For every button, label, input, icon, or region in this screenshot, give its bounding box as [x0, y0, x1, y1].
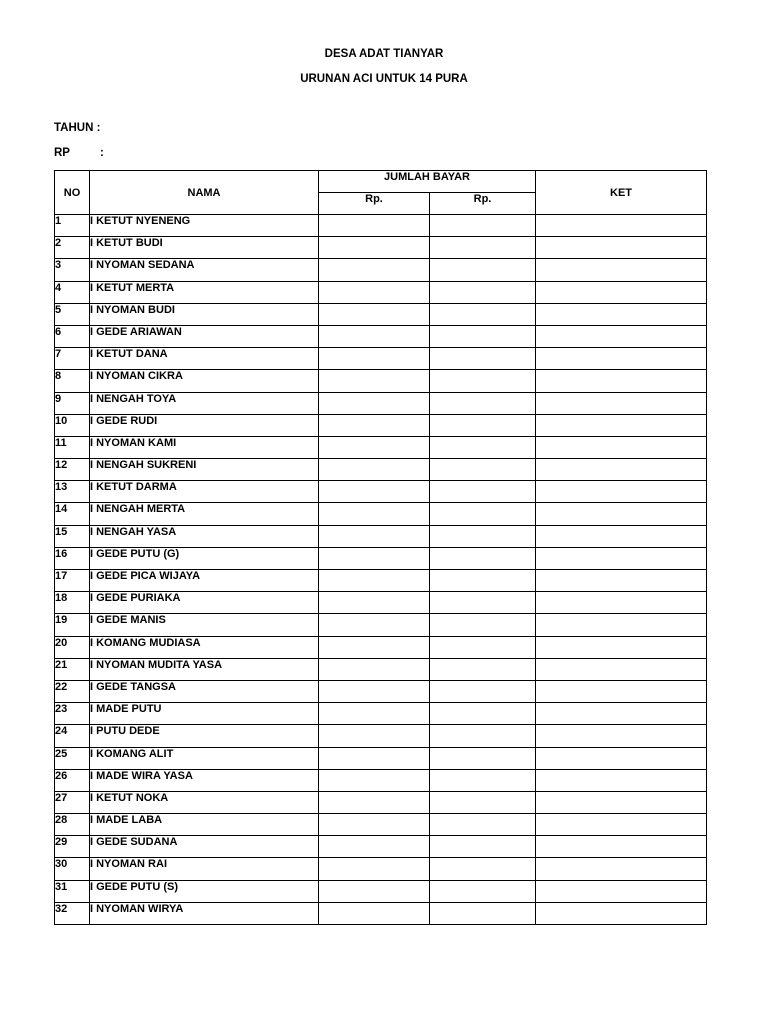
row-no: 24	[55, 725, 90, 747]
row-nama: I GEDE RUDI	[90, 414, 319, 436]
table-row	[55, 547, 707, 569]
row-rp-2-cell	[430, 769, 536, 791]
row-no: 7	[55, 348, 90, 370]
row-no: 31	[55, 880, 90, 902]
row-rp-2-cell	[430, 703, 536, 725]
row-no: 23	[55, 703, 90, 725]
row-rp-1-cell	[319, 370, 430, 392]
row-ket-cell	[536, 348, 707, 370]
table-row	[55, 680, 707, 702]
row-nama: I PUTU DEDE	[90, 725, 319, 747]
row-rp-1-cell	[319, 680, 430, 702]
table-row	[55, 658, 707, 680]
row-no: 11	[55, 436, 90, 458]
document-title: DESA ADAT TIANYAR	[324, 48, 444, 60]
table-row	[55, 614, 707, 636]
row-no: 18	[55, 592, 90, 614]
table-row	[55, 592, 707, 614]
row-nama: I NENGAH SUKRENI	[90, 459, 319, 481]
row-no: 14	[55, 503, 90, 525]
row-rp-2-cell	[430, 791, 536, 813]
row-nama: I GEDE PICA WIJAYA	[90, 570, 319, 592]
row-nama: I KETUT NOKA	[90, 791, 319, 813]
row-nama: I GEDE PUTU (G)	[90, 547, 319, 569]
row-nama: I KETUT DANA	[90, 348, 319, 370]
row-rp-1-cell	[319, 303, 430, 325]
row-rp-2-cell	[430, 503, 536, 525]
row-rp-1-cell	[319, 614, 430, 636]
row-nama: I GEDE PURIAKA	[90, 592, 319, 614]
row-nama: I KETUT DARMA	[90, 481, 319, 503]
row-nama: I NYOMAN CIKRA	[90, 370, 319, 392]
row-nama: I GEDE SUDANA	[90, 836, 319, 858]
row-ket-cell	[536, 570, 707, 592]
row-rp-2-cell	[430, 215, 536, 237]
row-nama: I GEDE ARIAWAN	[90, 325, 319, 347]
row-no: 25	[55, 747, 90, 769]
row-nama: I NYOMAN KAMI	[90, 436, 319, 458]
row-rp-1-cell	[319, 836, 430, 858]
row-nama: I KOMANG ALIT	[90, 747, 319, 769]
row-ket-cell	[536, 259, 707, 281]
row-rp-2-cell	[430, 259, 536, 281]
row-ket-cell	[536, 459, 707, 481]
row-nama: I NYOMAN SEDANA	[90, 259, 319, 281]
row-no: 22	[55, 680, 90, 702]
row-rp-2-cell	[430, 547, 536, 569]
row-ket-cell	[536, 281, 707, 303]
row-rp-1-cell	[319, 725, 430, 747]
row-ket-cell	[536, 880, 707, 902]
row-rp-1-cell	[319, 348, 430, 370]
row-rp-1-cell	[319, 902, 430, 924]
row-no: 1	[55, 215, 90, 237]
row-rp-2-cell	[430, 814, 536, 836]
row-rp-1-cell	[319, 259, 430, 281]
row-rp-2-cell	[430, 325, 536, 347]
row-rp-2-cell	[430, 836, 536, 858]
header-ket: KET	[536, 171, 707, 215]
row-rp-1-cell	[319, 525, 430, 547]
row-rp-1-cell	[319, 436, 430, 458]
table-row	[55, 747, 707, 769]
table-row	[55, 836, 707, 858]
row-ket-cell	[536, 814, 707, 836]
table-row	[55, 481, 707, 503]
row-ket-cell	[536, 636, 707, 658]
row-rp-1-cell	[319, 414, 430, 436]
row-nama: I NYOMAN MUDITA YASA	[90, 658, 319, 680]
row-no: 2	[55, 237, 90, 259]
row-rp-2-cell	[430, 570, 536, 592]
row-ket-cell	[536, 303, 707, 325]
header-nama: NAMA	[90, 171, 319, 215]
row-rp-2-cell	[430, 237, 536, 259]
row-rp-2-cell	[430, 525, 536, 547]
row-rp-2-cell	[430, 414, 536, 436]
table-row	[55, 281, 707, 303]
row-rp-1-cell	[319, 747, 430, 769]
table-row	[55, 303, 707, 325]
row-nama: I NENGAH YASA	[90, 525, 319, 547]
row-rp-2-cell	[430, 370, 536, 392]
row-ket-cell	[536, 592, 707, 614]
header-rp-2: Rp.	[430, 193, 536, 215]
row-nama: I KETUT NYENENG	[90, 215, 319, 237]
row-ket-cell	[536, 836, 707, 858]
row-ket-cell	[536, 325, 707, 347]
row-nama: I KETUT MERTA	[90, 281, 319, 303]
table-row	[55, 769, 707, 791]
table-row	[55, 703, 707, 725]
table-row	[55, 259, 707, 281]
row-rp-1-cell	[319, 769, 430, 791]
row-rp-1-cell	[319, 658, 430, 680]
table-row	[55, 636, 707, 658]
row-ket-cell	[536, 658, 707, 680]
row-rp-1-cell	[319, 547, 430, 569]
row-nama: I MADE WIRA YASA	[90, 769, 319, 791]
table-row	[55, 414, 707, 436]
table-row	[55, 215, 707, 237]
row-nama: I GEDE MANIS	[90, 614, 319, 636]
row-rp-2-cell	[430, 281, 536, 303]
row-no: 9	[55, 392, 90, 414]
row-nama: I MADE PUTU	[90, 703, 319, 725]
header-rp-1: Rp.	[319, 193, 430, 215]
row-no: 15	[55, 525, 90, 547]
row-ket-cell	[536, 769, 707, 791]
row-nama: I NENGAH MERTA	[90, 503, 319, 525]
row-rp-1-cell	[319, 481, 430, 503]
row-nama: I KETUT BUDI	[90, 237, 319, 259]
table-row	[55, 370, 707, 392]
row-rp-1-cell	[319, 459, 430, 481]
row-nama: I GEDE TANGSA	[90, 680, 319, 702]
row-ket-cell	[536, 902, 707, 924]
table-row	[55, 459, 707, 481]
header-no: NO	[55, 171, 90, 215]
table-row	[55, 436, 707, 458]
row-no: 27	[55, 791, 90, 813]
row-ket-cell	[536, 680, 707, 702]
row-ket-cell	[536, 503, 707, 525]
row-rp-2-cell	[430, 680, 536, 702]
row-rp-2-cell	[430, 481, 536, 503]
row-rp-2-cell	[430, 858, 536, 880]
row-ket-cell	[536, 436, 707, 458]
table-row	[55, 237, 707, 259]
table-row	[55, 902, 707, 924]
table-row	[55, 858, 707, 880]
row-ket-cell	[536, 725, 707, 747]
row-no: 21	[55, 658, 90, 680]
row-rp-2-cell	[430, 614, 536, 636]
row-rp-1-cell	[319, 592, 430, 614]
row-ket-cell	[536, 525, 707, 547]
row-rp-1-cell	[319, 814, 430, 836]
table-row	[55, 570, 707, 592]
table-row	[55, 392, 707, 414]
row-no: 6	[55, 325, 90, 347]
row-no: 3	[55, 259, 90, 281]
row-no: 30	[55, 858, 90, 880]
header-jumlah-bayar: JUMLAH BAYAR	[319, 171, 536, 193]
row-ket-cell	[536, 547, 707, 569]
row-ket-cell	[536, 392, 707, 414]
row-rp-1-cell	[319, 636, 430, 658]
table-row	[55, 525, 707, 547]
row-rp-2-cell	[430, 636, 536, 658]
row-rp-1-cell	[319, 858, 430, 880]
rp-field	[54, 147, 104, 159]
row-rp-2-cell	[430, 725, 536, 747]
row-ket-cell	[536, 747, 707, 769]
row-no: 32	[55, 902, 90, 924]
row-rp-1-cell	[319, 880, 430, 902]
row-no: 29	[55, 836, 90, 858]
row-no: 19	[55, 614, 90, 636]
row-nama: I GEDE PUTU (S)	[90, 880, 319, 902]
row-nama: I NYOMAN RAI	[90, 858, 319, 880]
row-ket-cell	[536, 614, 707, 636]
row-rp-1-cell	[319, 791, 430, 813]
row-no: 8	[55, 370, 90, 392]
table-row	[55, 791, 707, 813]
row-rp-2-cell	[430, 436, 536, 458]
row-rp-2-cell	[430, 303, 536, 325]
row-rp-2-cell	[430, 348, 536, 370]
row-no: 10	[55, 414, 90, 436]
row-ket-cell	[536, 858, 707, 880]
row-rp-2-cell	[430, 902, 536, 924]
row-rp-2-cell	[430, 392, 536, 414]
row-rp-2-cell	[430, 880, 536, 902]
row-rp-1-cell	[319, 325, 430, 347]
row-nama: I MADE LABA	[90, 814, 319, 836]
row-ket-cell	[536, 481, 707, 503]
row-rp-1-cell	[319, 503, 430, 525]
row-no: 20	[55, 636, 90, 658]
table-row	[55, 814, 707, 836]
table-row	[55, 725, 707, 747]
tahun-label: TAHUN :	[54, 122, 101, 134]
table-row	[55, 880, 707, 902]
row-no: 17	[55, 570, 90, 592]
row-rp-1-cell	[319, 215, 430, 237]
row-no: 26	[55, 769, 90, 791]
row-no: 16	[55, 547, 90, 569]
table-row	[55, 325, 707, 347]
table-row	[55, 503, 707, 525]
row-rp-1-cell	[319, 237, 430, 259]
row-nama: I NYOMAN WIRYA	[90, 902, 319, 924]
row-ket-cell	[536, 703, 707, 725]
row-rp-2-cell	[430, 459, 536, 481]
row-ket-cell	[536, 791, 707, 813]
contribution-table	[54, 170, 707, 925]
row-nama: I KOMANG MUDIASA	[90, 636, 319, 658]
row-nama: I NENGAH TOYA	[90, 392, 319, 414]
row-no: 5	[55, 303, 90, 325]
rp-label: RP	[54, 147, 70, 159]
row-ket-cell	[536, 215, 707, 237]
row-ket-cell	[536, 414, 707, 436]
row-no: 28	[55, 814, 90, 836]
row-rp-1-cell	[319, 281, 430, 303]
row-no: 12	[55, 459, 90, 481]
row-no: 4	[55, 281, 90, 303]
rp-colon: :	[100, 147, 104, 159]
row-nama: I NYOMAN BUDI	[90, 303, 319, 325]
row-ket-cell	[536, 237, 707, 259]
table-row	[55, 348, 707, 370]
row-rp-2-cell	[430, 658, 536, 680]
row-rp-1-cell	[319, 570, 430, 592]
row-rp-2-cell	[430, 592, 536, 614]
document-subtitle: URUNAN ACI UNTUK 14 PURA	[300, 73, 468, 85]
row-rp-1-cell	[319, 703, 430, 725]
row-rp-1-cell	[319, 392, 430, 414]
row-ket-cell	[536, 370, 707, 392]
row-rp-2-cell	[430, 747, 536, 769]
row-no: 13	[55, 481, 90, 503]
